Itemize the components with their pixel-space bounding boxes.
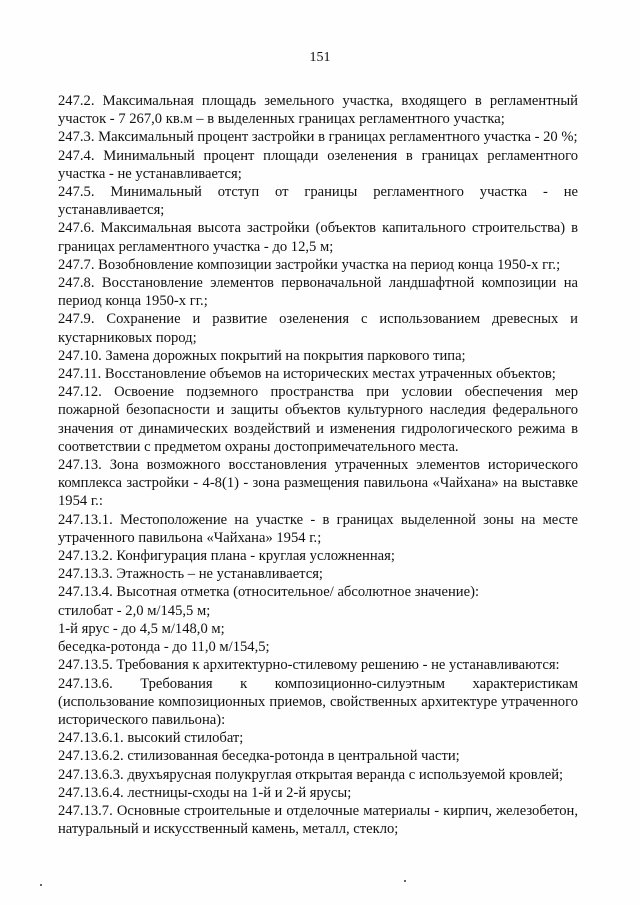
paragraph-247-3: 247.3. Максимальный процент застройки в границах регламентного участка - 20 %; [58,129,578,146]
paragraph-247-7: 247.7. Возобновление композиции застройки участка на период конца 1950-х гг.; [58,256,561,273]
paragraph-247-13-2: 247.13.2. Конфигурация плана - круглая усложненная; [58,548,395,565]
paragraph-247-13-6-2: 247.13.6.2. стилизованная беседка-ротонда в центральной части; [58,748,460,765]
paragraph-247-13: 247.13. Зона возможного восстановления утраченных элементов исторического комплекса застройки - 4-8(1) - зона размещения павильона «Чайхана» на выставке 1954 г.: [58,457,578,510]
paragraph-247-9: 247.9. Сохранение и развитие озеленения с использованием древесных и кустарниковых пород; [58,311,578,346]
paragraph-247-13-1: 247.13.1. Местоположение на участке - в границах выделенной зоны на месте утраченного павильона «Чайхана» 1954 г.; [58,511,578,546]
paragraph-247-13-6-3: 247.13.6.3. двухъярусная полукруглая открытая веранда с используемой кровлей; [58,766,564,783]
document-body [58,92,578,838]
paragraph-247-13-4: 247.13.4. Высотная отметка (относительное/ абсолютное значение): [58,584,480,601]
paragraph-247-4: 247.4. Минимальный процент площади озеленения в границах регламентного участка - не устанавливается; [58,147,578,182]
paragraph-247-13-5: 247.13.5. Требования к архитектурно-стилевому решению - не устанавливаются: [58,657,560,674]
paragraph-247-13-6: 247.13.6. Требования к композиционно-силуэтным характеристикам (использование композиционных приемов, свойственных архитектуре утраченного исторического павильона): [58,675,578,728]
paragraph-247-12: 247.12. Освоение подземного пространства при условии обеспечения мер пожарной безопасности и защиты объектов культурного наследия федерального значения от динамических воздействий и изменения гидрологического режима в соответствии с предметом охраны достопримечательного места. [58,384,578,455]
scan-speck [40,884,42,886]
paragraph-247-13-3: 247.13.3. Этажность – не устанавливается; [58,566,323,583]
height-first-tier: 1-й ярус - до 4,5 м/148,0 м; [58,620,225,637]
paragraph-247-2: 247.2. Максимальная площадь земельного участка, входящего в регламентный участок - 7 267,0 кв.м – в выделенных границах регламентного участка; [58,93,578,128]
scan-speck [404,880,406,882]
paragraph-247-5: 247.5. Минимальный отступ от границы регламентного участка - не устанавливается; [58,184,578,219]
paragraph-247-10: 247.10. Замена дорожных покрытий на покрытия паркового типа; [58,347,466,364]
height-rotunda: беседка-ротонда - до 11,0 м/154,5; [58,639,270,656]
paragraph-247-8: 247.8. Восстановление элементов первоначальной ландшафтной композиции на период конца 1950-х гг.; [58,275,578,310]
paragraph-247-13-7: 247.13.7. Основные строительные и отделочные материалы - кирпич, железобетон, натуральный и искусственный камень, металл, стекло; [58,802,578,838]
height-stylobate: стилобат - 2,0 м/145,5 м; [58,602,211,619]
paragraph-247-13-6-4: 247.13.6.4. лестницы-сходы на 1-й и 2-й ярусы; [58,784,352,801]
paragraph-247-11: 247.11. Восстановление объемов на исторических местах утраченных объектов; [58,366,556,383]
page-number: 151 [309,50,331,65]
paragraph-247-6: 247.6. Максимальная высота застройки (объектов капитального строительства) в границах регламентного участка - до 12,5 м; [58,220,578,255]
paragraph-247-13-6-1: 247.13.6.1. высокий стилобат; [58,730,244,747]
